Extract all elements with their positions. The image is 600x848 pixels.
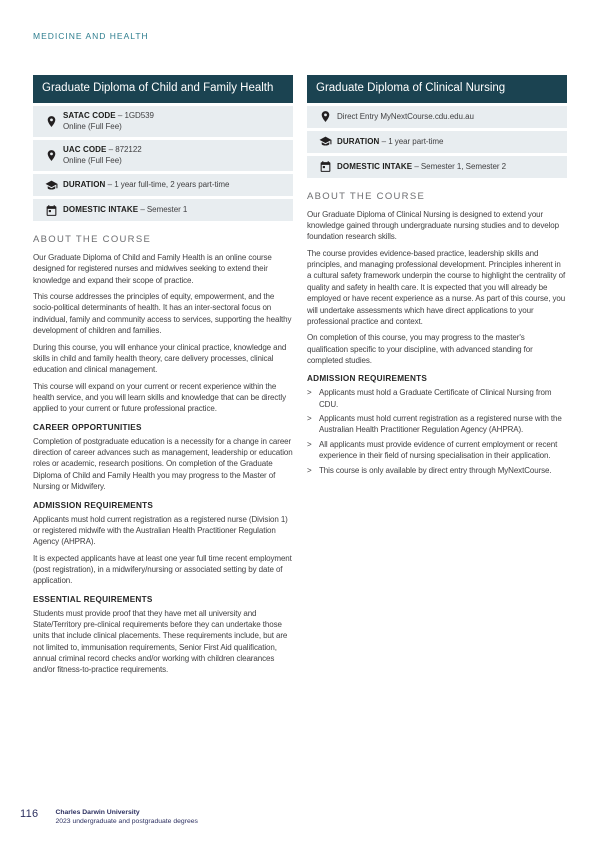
- about-paragraph: Our Graduate Diploma of Child and Family Health is an online course designed for registered nurses and midwives seeking to extend their knowledge and expand their scope of practice.: [33, 253, 272, 285]
- info-text: [63, 144, 142, 167]
- bullet-text: This course is only available by direct entry through MyNextCourse.: [319, 465, 552, 475]
- bullet-marker: >: [307, 388, 312, 398]
- career-paragraph: Completion of postgraduate education is a necessity for a change in career direction of career advances such as management, leadership or education roles or academic, research positions. On completion of the Graduate Diploma of Child and Family Health you may progress to the Master of Nursing or Midwifery.: [33, 436, 293, 492]
- info-row-domestic-intake: [307, 156, 567, 178]
- about-paragraph: During this course, you will enhance your clinical practice, knowledge and skills in child and family health theory, care delivery processes, clinical education and clinical management.: [33, 342, 287, 375]
- info-value: – 1 year part-time: [381, 136, 444, 146]
- essential-paragraph: Students must provide proof that they have met all university and State/Territory pre-clinical requirements before they can undertake those units that include clinical placements. These requirements include, but are not limited to, immunisation requirements, Senior First Aid qualification, annual criminal record checks and/or working with children clearances and/or fitness-to-practice requirements.: [33, 608, 288, 675]
- about-paragraph: The course provides evidence-based practice, leadership skills and principles, and managing professional development. Principles inherent in a cultural safety framework underpin the course to highlight the centrality of quality and safety in health care. It is expected that you will already be employed or have recent experience as a nurse. As part of this course, you will undertake assessments which have direct applications to your professional practice and context.: [307, 248, 566, 326]
- map-pin-icon: [313, 110, 337, 123]
- info-label: SATAC CODE: [63, 110, 116, 120]
- bullet-text: Applicants must hold current registration as a registered nurse with the Australian Health Practitioner Regulation Agency (AHPRA).: [319, 414, 562, 435]
- info-row-duration: [307, 131, 567, 153]
- course-title: Graduate Diploma of Clinical Nursing: [307, 75, 567, 103]
- bullet-marker: >: [307, 414, 312, 424]
- bullet-marker: >: [307, 465, 312, 475]
- info-text: [63, 204, 187, 216]
- info-value: – 872122: [108, 144, 142, 154]
- calendar-icon: [39, 204, 63, 217]
- bullet-text: All applicants must provide evidence of current employment or recent experience in their field of nursing specialisation in their application.: [319, 439, 558, 461]
- info-value: – Semester 1, Semester 2: [414, 161, 507, 171]
- info-text: [337, 111, 474, 123]
- career-opportunities-heading: CAREER OPPORTUNITIES: [33, 422, 142, 432]
- graduation-cap-icon: [39, 179, 63, 192]
- info-text: [63, 179, 229, 191]
- map-pin-icon: [39, 115, 63, 128]
- map-pin-icon: [39, 149, 63, 162]
- two-column-layout: [33, 75, 567, 681]
- footer-org-block: [55, 808, 197, 826]
- info-label: DURATION: [337, 136, 380, 146]
- page-number: 116: [20, 807, 39, 820]
- about-paragraph: On completion of this course, you may progress to the master's qualification specific to your discipline, with advanced standing for completed studies.: [307, 333, 533, 365]
- info-text: [63, 110, 154, 133]
- list-item: [307, 439, 567, 462]
- calendar-icon: [313, 160, 337, 173]
- admission-requirements-heading: ADMISSION REQUIREMENTS: [33, 500, 154, 510]
- info-row-domestic-intake: [33, 199, 293, 221]
- list-item: [307, 413, 567, 436]
- info-line2: Online (Full Fee): [63, 122, 122, 132]
- info-text: [337, 136, 443, 148]
- bullet-text: Applicants must hold a Graduate Certificate of Clinical Nursing from CDU.: [319, 388, 552, 409]
- about-paragraph: This course addresses the principles of equity, empowerment, and the socio-political determinants of health. It has an inter-sectoral focus on individual, family and community access to services, supporting the healthy development of children and families.: [33, 292, 292, 336]
- section-label: MEDICINE AND HEALTH: [33, 31, 149, 41]
- admission-requirements-heading: ADMISSION REQUIREMENTS: [307, 374, 428, 384]
- course-title: Graduate Diploma of Child and Family Health: [33, 75, 293, 103]
- info-row-uac-code: [33, 140, 293, 171]
- page-footer: [20, 808, 198, 826]
- bullet-marker: >: [307, 439, 312, 449]
- info-value: Direct Entry MyNextCourse.cdu.edu.au: [337, 111, 474, 121]
- info-label: DOMESTIC INTAKE: [337, 161, 413, 171]
- footer-catalog-subtitle: 2023 undergraduate and postgraduate degrees: [55, 817, 198, 825]
- course-clinical-nursing: [307, 75, 567, 681]
- about-paragraph: Our Graduate Diploma of Clinical Nursing is designed to extend your knowledge gained through undergraduate nursing studies and to develop foundation research skills.: [307, 209, 559, 242]
- info-value: – 1 year full-time, 2 years part-time: [107, 180, 230, 190]
- info-row-duration: [33, 174, 293, 196]
- info-row-satac-code: [33, 106, 293, 137]
- course-child-family-health: [33, 75, 293, 681]
- info-line2: Online (Full Fee): [63, 156, 122, 166]
- list-item: [307, 465, 567, 476]
- info-row-direct-entry: [307, 106, 567, 128]
- admission-paragraph: Applicants must hold current registration as a registered nurse (Division 1) or registered midwife with the Australian Health Practitioner Regulation Agency (AHPRA).: [33, 514, 288, 547]
- info-value: – Semester 1: [140, 205, 188, 215]
- about-the-course-heading: ABOUT THE COURSE: [33, 234, 152, 246]
- graduation-cap-icon: [313, 135, 337, 148]
- info-value: – 1GD539: [117, 110, 154, 120]
- footer-university-name: Charles Darwin University: [55, 808, 140, 816]
- info-label: UAC CODE: [63, 144, 107, 154]
- list-item: [307, 387, 567, 410]
- info-label: DOMESTIC INTAKE: [63, 205, 139, 215]
- about-paragraph: This course will expand on your current or recent experience within the health service, and you will learn skills and knowledge that can be directly applied to your current or future professional practice.: [33, 381, 286, 414]
- admission-paragraph: It is expected applicants have at least one year full time recent employment (post registration), in a midwifery/nursing or associated setting by date of application.: [33, 553, 292, 586]
- essential-requirements-heading: ESSENTIAL REQUIREMENTS: [33, 594, 153, 604]
- info-label: DURATION: [63, 180, 106, 190]
- admission-requirements-list: [307, 387, 567, 476]
- info-text: [337, 161, 506, 173]
- about-the-course-heading: ABOUT THE COURSE: [307, 190, 426, 202]
